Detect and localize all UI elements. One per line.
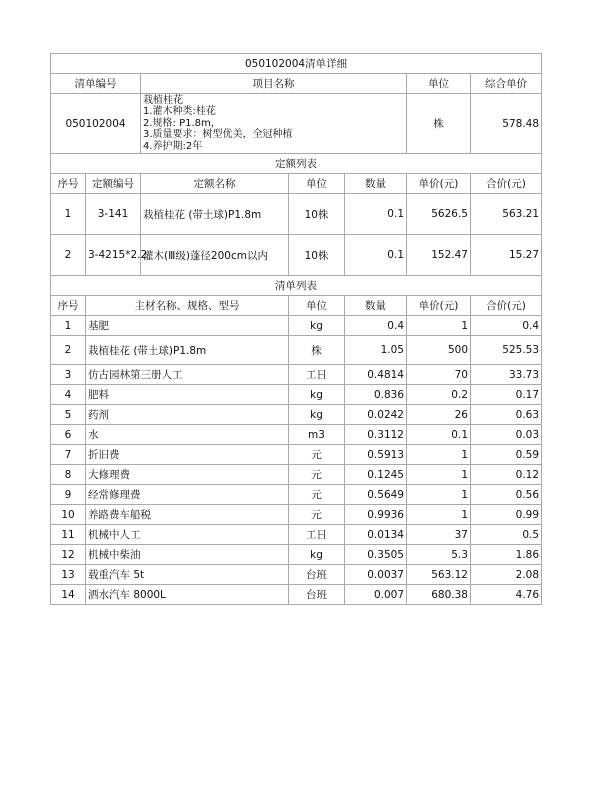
material-no: 14 [51, 585, 86, 605]
material-header-cell: 序号 [51, 296, 86, 316]
material-unit: 株 [289, 336, 345, 365]
material-qty: 0.9936 [345, 505, 407, 525]
material-name: 肥料 [86, 385, 289, 405]
material-price: 1 [407, 316, 471, 336]
material-row [51, 485, 542, 505]
material-name: 栽植桂花 (带土球)P1.8m [86, 336, 289, 365]
material-qty: 0.3505 [345, 545, 407, 565]
material-qty: 0.0242 [345, 405, 407, 425]
quota-qty: 0.1 [345, 194, 407, 235]
quota-no: 1 [51, 194, 86, 235]
quota-header-cell: 数量 [345, 174, 407, 194]
material-unit: m3 [289, 425, 345, 445]
material-unit: 元 [289, 445, 345, 465]
material-total: 2.08 [471, 565, 542, 585]
material-name: 水 [86, 425, 289, 445]
quota-row [51, 194, 542, 235]
quota-qty: 0.1 [345, 235, 407, 276]
material-row [51, 545, 542, 565]
material-row [51, 425, 542, 445]
material-no: 7 [51, 445, 86, 465]
material-name: 经常修理费 [86, 485, 289, 505]
material-header-cell: 数量 [345, 296, 407, 316]
material-row [51, 525, 542, 545]
bill-code-header: 清单编号 [51, 74, 141, 94]
material-no: 10 [51, 505, 86, 525]
material-no: 8 [51, 465, 86, 485]
material-no: 1 [51, 316, 86, 336]
material-price: 70 [407, 365, 471, 385]
material-header-cell: 主材名称、规格、型号 [86, 296, 289, 316]
material-row [51, 445, 542, 465]
quota-price: 5626.5 [407, 194, 471, 235]
material-name: 养路费车船税 [86, 505, 289, 525]
material-no: 11 [51, 525, 86, 545]
material-qty: 0.1245 [345, 465, 407, 485]
material-qty: 0.007 [345, 585, 407, 605]
quota-section-title: 定额列表 [51, 154, 542, 174]
material-price: 563.12 [407, 565, 471, 585]
material-unit: kg [289, 316, 345, 336]
material-row [51, 385, 542, 405]
bill-item-description [141, 94, 407, 154]
material-name: 载重汽车 5t [86, 565, 289, 585]
material-qty: 0.4814 [345, 365, 407, 385]
quota-unit: 10株 [289, 235, 345, 276]
material-qty: 0.0037 [345, 565, 407, 585]
material-unit: 工日 [289, 365, 345, 385]
quota-code: 3-141 [86, 194, 141, 235]
material-qty: 0.4 [345, 316, 407, 336]
bill-code: 050102004 [51, 94, 141, 154]
bill-price-header: 综合单价 [471, 74, 542, 94]
quota-total: 563.21 [471, 194, 542, 235]
material-total: 0.99 [471, 505, 542, 525]
material-name: 洒水汽车 8000L [86, 585, 289, 605]
quota-header-cell: 单位 [289, 174, 345, 194]
material-unit: 台班 [289, 585, 345, 605]
quota-unit: 10株 [289, 194, 345, 235]
quota-header-cell: 定额编号 [86, 174, 141, 194]
bill-item-line: 4.养护期:2年 [143, 140, 203, 152]
material-header-row [51, 296, 542, 316]
material-row [51, 585, 542, 605]
material-name: 大修理费 [86, 465, 289, 485]
material-no: 6 [51, 425, 86, 445]
material-row [51, 565, 542, 585]
quota-no: 2 [51, 235, 86, 276]
quota-header-row [51, 174, 542, 194]
material-price: 1 [407, 485, 471, 505]
material-unit: 台班 [289, 565, 345, 585]
material-total: 0.63 [471, 405, 542, 425]
material-total: 4.76 [471, 585, 542, 605]
material-header-cell: 单位 [289, 296, 345, 316]
material-price: 26 [407, 405, 471, 425]
material-total: 0.17 [471, 385, 542, 405]
material-no: 12 [51, 545, 86, 565]
material-total: 525.53 [471, 336, 542, 365]
material-unit: 元 [289, 485, 345, 505]
material-unit: kg [289, 405, 345, 425]
material-unit: 工日 [289, 525, 345, 545]
material-no: 5 [51, 405, 86, 425]
material-header-cell: 合价(元) [471, 296, 542, 316]
material-qty: 0.3112 [345, 425, 407, 445]
material-total: 0.5 [471, 525, 542, 545]
bill-item-line: 2.规格: P1.8m， [143, 117, 221, 129]
material-unit: 元 [289, 505, 345, 525]
material-unit: kg [289, 545, 345, 565]
material-total: 1.86 [471, 545, 542, 565]
material-price: 1 [407, 465, 471, 485]
material-row [51, 465, 542, 485]
material-no: 9 [51, 485, 86, 505]
material-price: 5.3 [407, 545, 471, 565]
material-price: 680.38 [407, 585, 471, 605]
material-total: 0.59 [471, 445, 542, 465]
material-section-title: 清单列表 [51, 276, 542, 296]
bill-detail-table [50, 53, 542, 605]
bill-unit: 株 [407, 94, 471, 154]
quota-total: 15.27 [471, 235, 542, 276]
material-no: 2 [51, 336, 86, 365]
material-total: 0.12 [471, 465, 542, 485]
material-row [51, 405, 542, 425]
bill-price: 578.48 [471, 94, 542, 154]
material-header-cell: 单价(元) [407, 296, 471, 316]
material-name: 仿古园林第三册人工 [86, 365, 289, 385]
material-price: 37 [407, 525, 471, 545]
material-price: 0.2 [407, 385, 471, 405]
material-no: 13 [51, 565, 86, 585]
material-no: 3 [51, 365, 86, 385]
material-name: 机械中人工 [86, 525, 289, 545]
quota-header-cell: 序号 [51, 174, 86, 194]
material-price: 1 [407, 445, 471, 465]
bill-name-header: 项目名称 [141, 74, 407, 94]
material-name: 机械中柴油 [86, 545, 289, 565]
material-qty: 1.05 [345, 336, 407, 365]
material-total: 0.4 [471, 316, 542, 336]
material-total: 0.03 [471, 425, 542, 445]
sheet-title: 050102004清单详细 [51, 54, 542, 74]
material-name: 折旧费 [86, 445, 289, 465]
material-price: 500 [407, 336, 471, 365]
material-no: 4 [51, 385, 86, 405]
quota-header-cell: 单价(元) [407, 174, 471, 194]
material-price: 0.1 [407, 425, 471, 445]
quota-code: 3-4215*2.2 [86, 235, 141, 276]
quota-header-cell: 合价(元) [471, 174, 542, 194]
bill-unit-header: 单位 [407, 74, 471, 94]
material-row [51, 316, 542, 336]
quota-row [51, 235, 542, 276]
quota-name: 灌木(Ⅲ级)蓬径200cm以内 [141, 235, 289, 276]
material-qty: 0.836 [345, 385, 407, 405]
material-qty: 0.0134 [345, 525, 407, 545]
material-row [51, 365, 542, 385]
material-total: 33.73 [471, 365, 542, 385]
quota-header-cell: 定额名称 [141, 174, 289, 194]
material-unit: 元 [289, 465, 345, 485]
quota-name: 栽植桂花 (带土球)P1.8m [141, 194, 289, 235]
material-qty: 0.5649 [345, 485, 407, 505]
material-name: 基肥 [86, 316, 289, 336]
material-qty: 0.5913 [345, 445, 407, 465]
material-unit: kg [289, 385, 345, 405]
bill-item-line: 3.质量要求：树型优美，全冠种植 [143, 129, 293, 141]
material-row [51, 505, 542, 525]
bill-item-line: 1.灌木种类:桂花 [143, 106, 216, 118]
material-price: 1 [407, 505, 471, 525]
material-total: 0.56 [471, 485, 542, 505]
bill-item-line: 栽植桂花 [143, 94, 183, 106]
material-row [51, 336, 542, 365]
quota-price: 152.47 [407, 235, 471, 276]
material-name: 药剂 [86, 405, 289, 425]
